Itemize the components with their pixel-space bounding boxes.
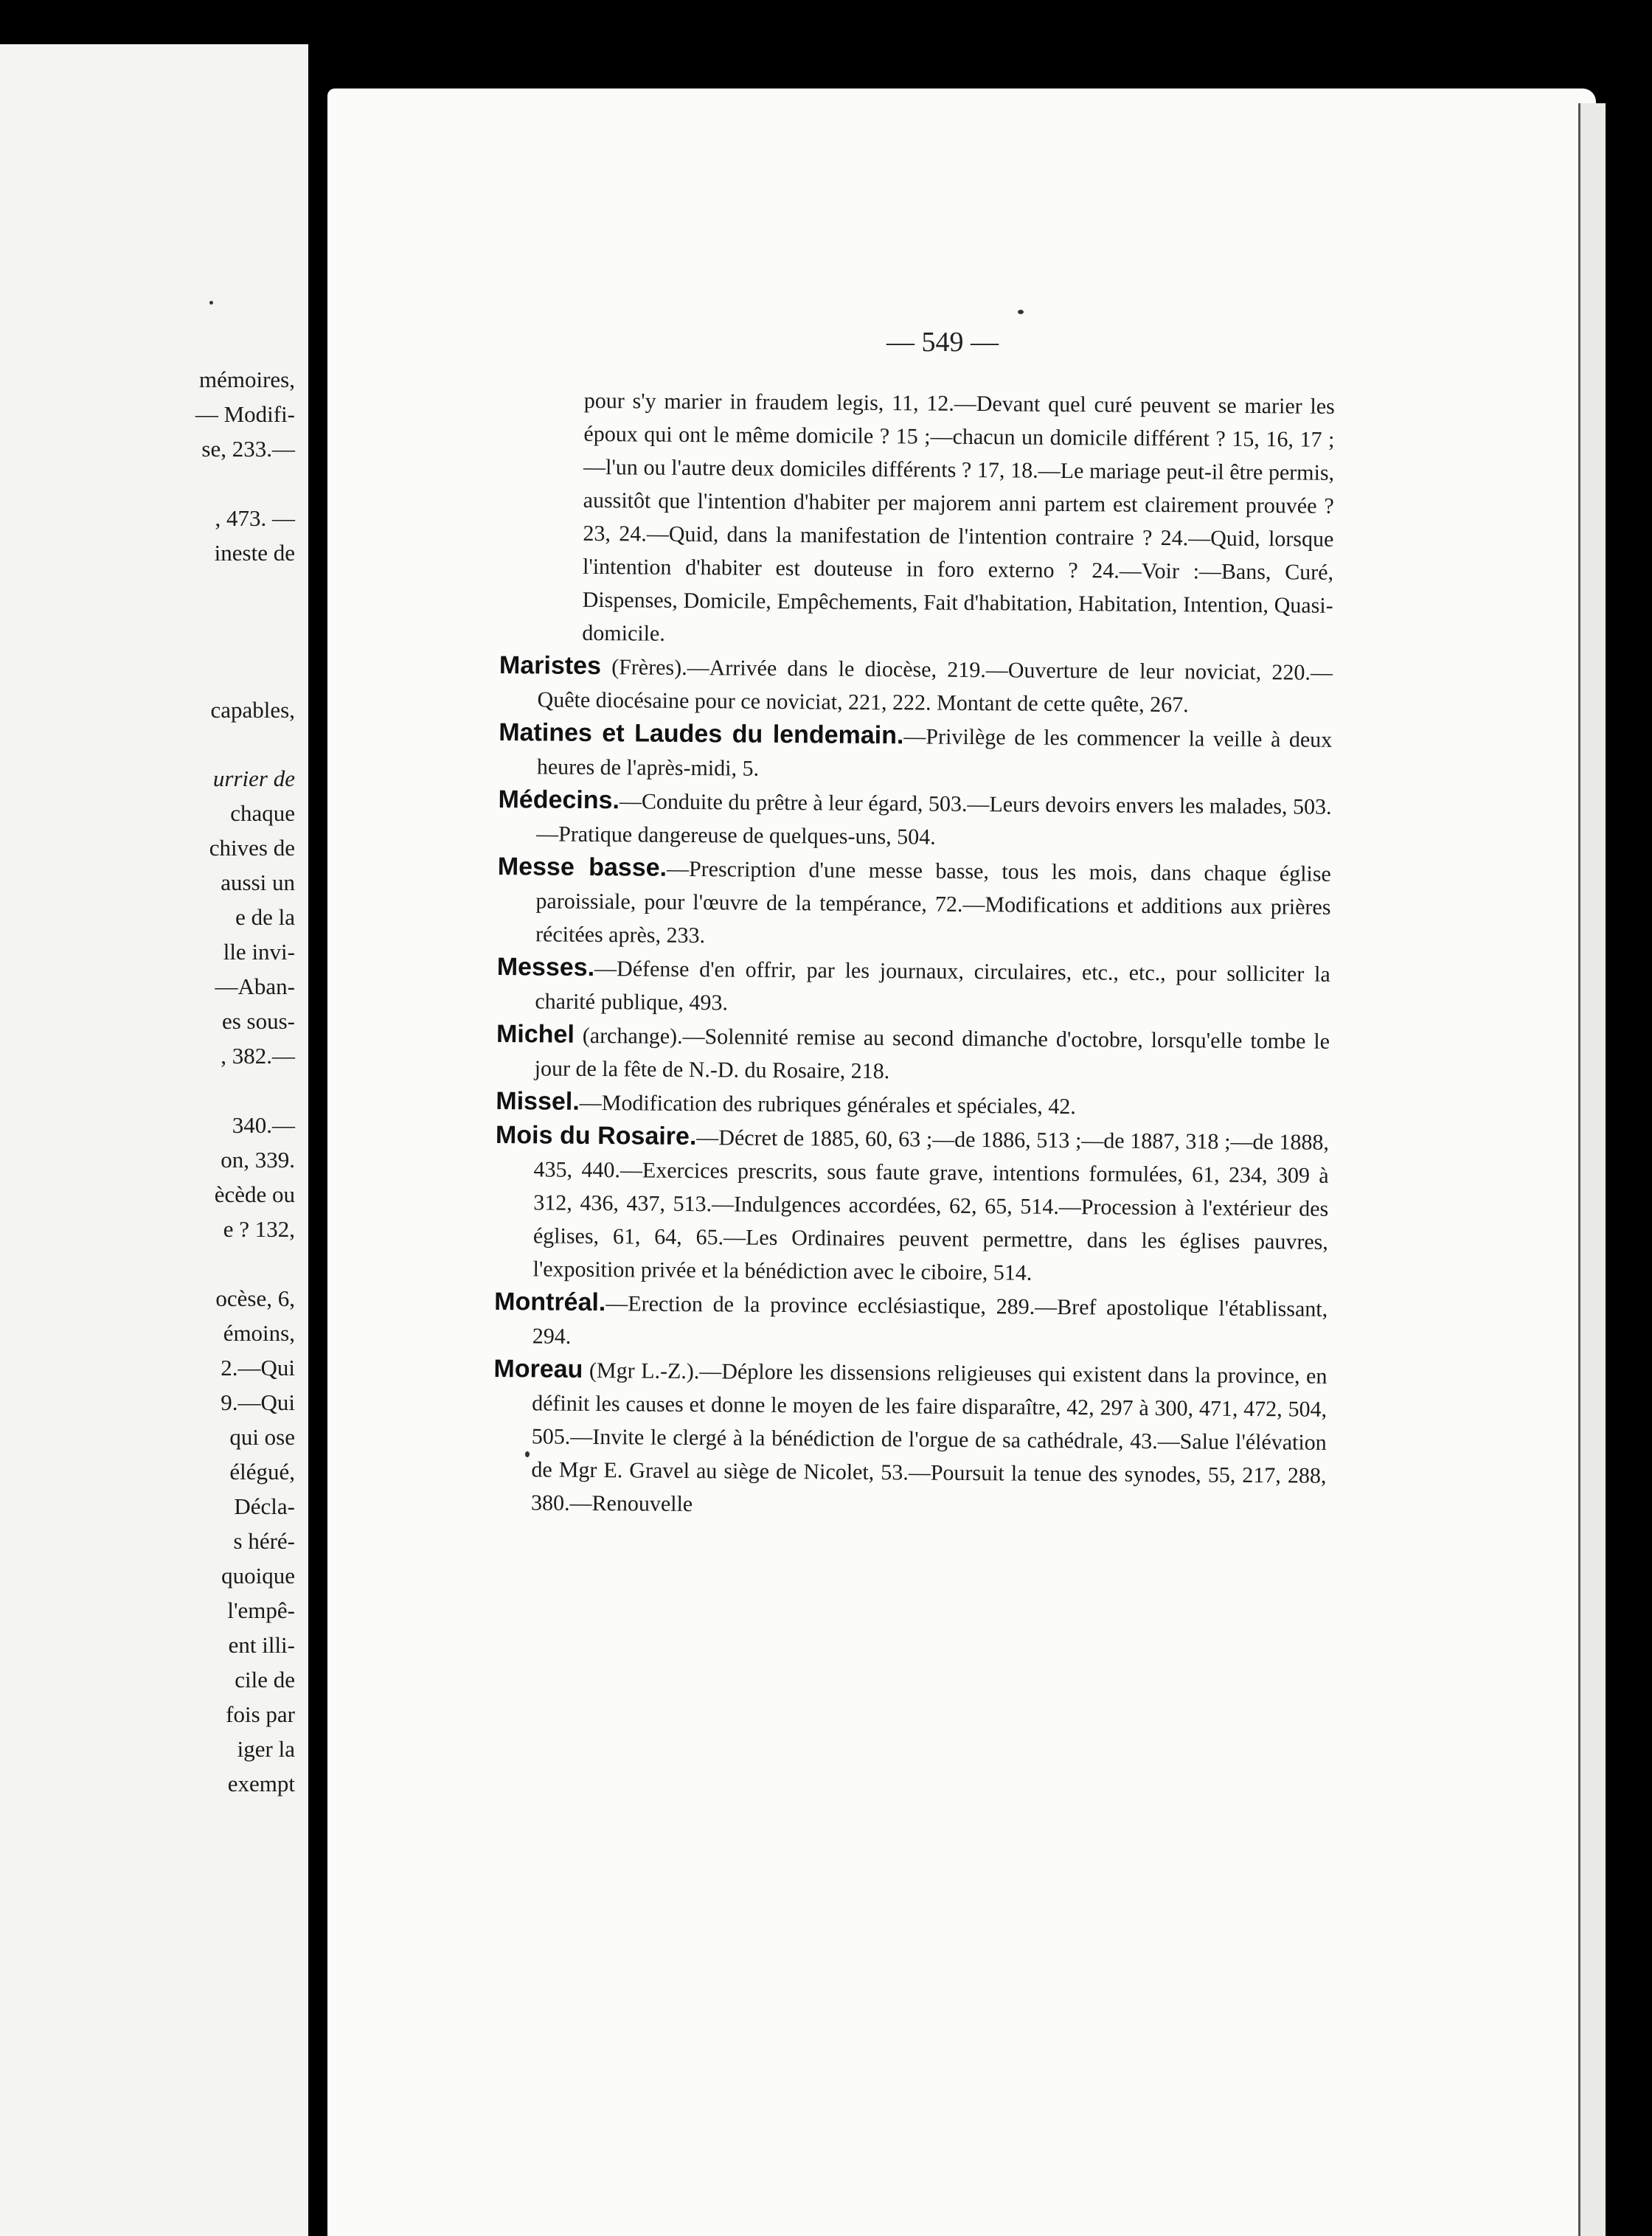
left-line: s héré- — [233, 1528, 295, 1554]
left-line: mémoires, — [199, 367, 295, 392]
left-line: —Aban- — [215, 973, 295, 999]
index-entry — [498, 783, 1332, 857]
left-line: Décla- — [234, 1493, 295, 1519]
entry-heading: Médecins. — [498, 785, 620, 815]
left-line: — Modifi- — [195, 401, 295, 427]
entry-text: —Privilège de les commencer la veille à deux heures de l'après-midi, 5. — [536, 724, 1333, 781]
entry-text: —Prescription d'une messe basse, tous les mois, dans chaque église paroissiale, pour l'œuvre de la tempérance, 72.—Modifications et additions aux prières récitées après, 233. — [535, 856, 1331, 948]
entry-heading: Maristes — [499, 650, 602, 681]
entry-qualifier: (archange). — [574, 1023, 683, 1049]
left-line: ent illi- — [228, 1632, 295, 1658]
left-line: es sous- — [221, 1008, 295, 1034]
left-line: lle invi- — [223, 939, 295, 965]
entry-text: pour s'y marier in fraudem legis, 11, 12.—Devant quel curé peuvent se marier les époux qui ont le même domicile ? 15 ;—chacun un domicile différent ? 15, 16, 17 ;—l'un ou l'autre deux domiciles différents ? 17, 18.—Le mariage peut-il être permis, aussitôt que l'intention d'habiter per majorem anni partem est clairement prouvée ? 23, 24.—Quid, dans la manifestation de l'intention contraire ? 24.—Quid, lorsque l'intention d'habiter est douteuse in foro externo ? 24.—Voir :—Bans, Curé, Dispenses, Domicile, Empêchements, Fait d'habitation, Habitation, Intention, Quasi-domicile. — [582, 388, 1335, 646]
entry-qualifier: (Frères). — [600, 655, 687, 680]
left-line: ineste de — [214, 540, 295, 566]
index-entry — [493, 1353, 1328, 1526]
left-line: qui ose — [229, 1424, 295, 1450]
entry-text: —Erection de la province ecclésiastique, 289.—Bref apostolique l'établissant, 294. — [532, 1291, 1328, 1349]
entry-heading: Montréal. — [494, 1287, 606, 1317]
left-line: urrier de — [212, 765, 295, 791]
print-speck — [525, 1451, 530, 1457]
book-gutter — [308, 0, 327, 2236]
left-line: , 473. — — [215, 505, 295, 531]
entry-qualifier: (Mgr L.-Z.). — [583, 1358, 700, 1384]
entry-heading: Michel — [496, 1019, 575, 1049]
print-speck — [209, 301, 213, 305]
left-line: 2.—Qui — [221, 1355, 295, 1381]
print-speck — [1018, 310, 1024, 314]
left-line: ècède ou — [214, 1181, 295, 1207]
left-line: se, 233.— — [201, 436, 295, 462]
entry-heading: Missel. — [496, 1086, 580, 1116]
left-line: on, 339. — [221, 1147, 295, 1173]
entry-heading: Matines et Laudes du lendemain. — [499, 718, 904, 750]
index-entries — [493, 383, 1335, 1526]
left-line: e de la — [235, 904, 295, 930]
index-entry — [496, 1018, 1330, 1091]
left-line: capables, — [210, 697, 295, 723]
entry-text: —Modification des rubriques générales et spéciales, 42. — [579, 1090, 1076, 1119]
entry-heading: Mois du Rosaire. — [495, 1120, 697, 1151]
entry-heading: Moreau — [493, 1354, 583, 1383]
left-line: élégué, — [229, 1459, 295, 1485]
left-line: cile de — [235, 1667, 295, 1692]
index-entry — [499, 716, 1333, 790]
left-line: fois par — [226, 1701, 295, 1727]
index-entry — [499, 649, 1333, 723]
index-entry — [494, 1285, 1328, 1359]
left-line: e ? 132, — [223, 1216, 295, 1242]
index-entry — [497, 850, 1331, 957]
entry-heading: Messe basse. — [497, 852, 667, 882]
page-edge-shadow — [1578, 103, 1606, 2236]
left-line: aussi un — [221, 869, 295, 895]
index-entry-continuation — [499, 383, 1335, 656]
left-page-fragment — [0, 44, 308, 2236]
left-line: l'empê- — [227, 1597, 295, 1623]
page-number: — 549 — — [886, 327, 999, 358]
left-line: 9.—Qui — [221, 1389, 295, 1415]
left-line: , 382.— — [221, 1043, 295, 1069]
left-line: quoique — [221, 1563, 295, 1589]
left-line: exempt — [227, 1771, 295, 1796]
left-line: chaque — [230, 800, 295, 826]
left-line: iger la — [237, 1736, 295, 1762]
entry-text: —Décret de 1885, 60, 63 ;—de 1886, 513 ;—de 1887, 318 ;—de 1888, 435, 440.—Exercices prescrits, sous faute grave, intentions formulées, 61, 234, 309 à 312, 436, 437, 513.—Indulgences accordées, 62, 65, 514.—Procession à l'extérieur des églises, 61, 64, 65.—Les Ordinaires peuvent permettre, dans les églises pauvres, l'exposition privée et la bénédiction avec le ciboire, 514. — [532, 1125, 1330, 1285]
left-line: 340.— — [232, 1112, 295, 1138]
index-entry — [496, 951, 1330, 1024]
left-line: ocèse, 6, — [215, 1285, 295, 1311]
entry-text: —Déplore les dissensions religieuses qui existent dans la province, en définit les causes et donne le moyen de les faire disparaître, 42, 297 à 300, 471, 472, 504, 505.—Invite le clergé à la bénédiction de l'orgue de sa cathédrale, 43.—Salue l'élévation de Mgr E. Gravel au siège de Nicolet, 53.—Poursuit la tenue des synodes, 55, 217, 288, 380.—Renouvelle — [530, 1359, 1328, 1517]
entry-text: —Solennité remise au second dimanche d'octobre, lorsqu'elle tombe le jour de la fête de N.-D. du Rosaire, 218. — [534, 1024, 1330, 1084]
entry-heading: Messes. — [496, 952, 595, 982]
index-entry — [494, 1119, 1329, 1292]
entry-text: —Conduite du prêtre à leur égard, 503.—Leurs devoirs envers les malades, 503.—Pratique dangereuse de quelques-uns, 504. — [536, 789, 1332, 850]
entry-text: —Défense d'en offrir, par les journaux, circulaires, etc., etc., pour solliciter la charité publique, 493. — [535, 956, 1330, 1015]
left-line: émoins, — [223, 1320, 295, 1346]
entry-text: —Arrivée dans le diocèse, 219.—Ouverture de leur noviciat, 220.—Quête diocésaine pour ce noviciat, 221, 222. Montant de cette quête, 267. — [537, 655, 1333, 718]
left-line: chives de — [209, 835, 295, 861]
